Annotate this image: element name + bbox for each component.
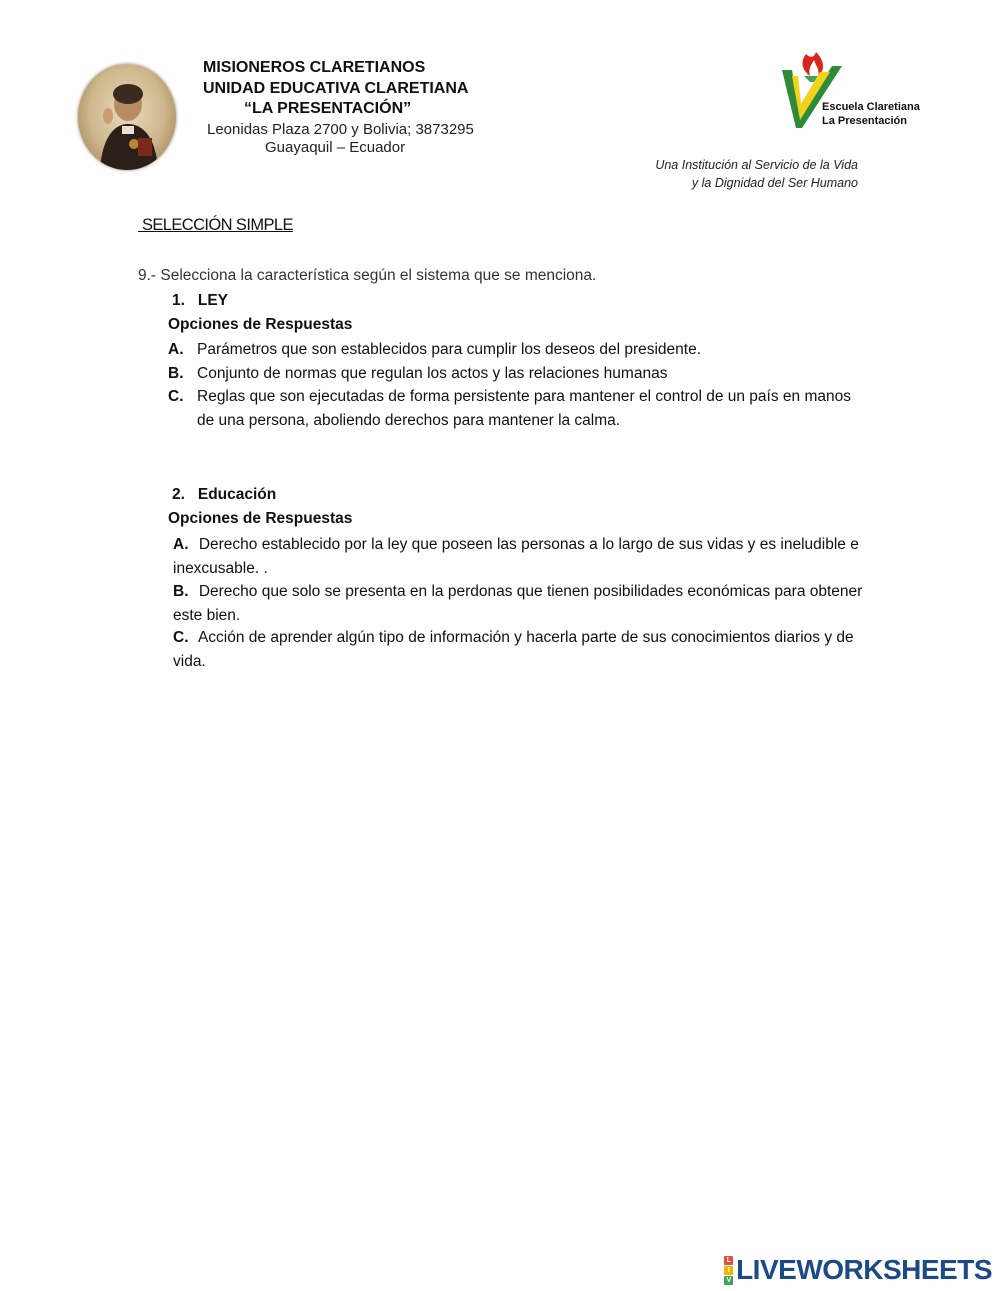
address-line1: Leonidas Plaza 2700 y Bolivia; 3873295 [207,121,474,138]
founder-portrait [78,64,176,170]
motto-line1: Una Institución al Servicio de la Vida [655,158,858,172]
option-b[interactable] [173,580,873,628]
brand-mark-letter: I [724,1266,733,1275]
option-text: Derecho que solo se presenta en la perdonas que tienen posibilidades económicas para obtener este bien. [173,583,863,624]
question-1-title [172,292,228,310]
option-letter: C. [173,629,189,646]
option-a[interactable] [168,338,868,362]
section-title-text: SELECCIÓN SIMPLE [141,216,293,234]
option-letter: A. [168,341,184,358]
option-letter: C. [168,388,184,405]
option-c[interactable] [173,626,873,674]
address-line2: Guayaquil – Ecuador [265,139,406,156]
motto-line2: y la Dignidad del Ser Humano [691,176,858,190]
question-number: 1. [172,292,185,309]
option-text: Parámetros que son establecidos para cumplir los deseos del presidente. [197,341,702,358]
question-2-title [172,486,276,504]
options-heading: Opciones de Respuestas [168,316,353,333]
org-name-line1: MISIONEROS CLARETIANOS [203,59,426,76]
options-heading: Opciones de Respuestas [168,510,353,527]
question-number: 2. [172,486,185,503]
liveworksheets-logo-icon [724,1256,733,1285]
option-text: Derecho establecido por la ley que poseen las personas a lo largo de sus vidas y es ineludible e inexcusable. . [173,536,859,577]
option-text: Reglas que son ejecutadas de forma persistente para mantener el control de un país en manos de una persona, aboliendo derechos para mantener la calma. [197,388,851,429]
option-c[interactable] [168,385,868,433]
option-letter: B. [168,365,184,382]
logo-text-line1: Escuela Claretiana [822,101,920,113]
question-title-text: Educación [197,486,277,503]
question-title-text: LEY [197,292,229,309]
org-name-line3: “LA PRESENTACIÓN” [244,100,412,117]
option-b[interactable] [168,362,868,386]
option-a[interactable] [173,533,873,581]
option-letter: A. [173,536,189,553]
option-letter: B. [173,583,189,600]
option-text: Acción de aprender algún tipo de información y hacerla parte de sus conocimientos diarios y de vida. [173,629,854,670]
section-title [138,216,293,235]
brand-mark-letter: V [724,1276,733,1285]
liveworksheets-brand[interactable] [724,1254,992,1286]
logo-text-line2: La Presentación [822,115,907,127]
school-logo [780,48,920,134]
org-name-line2: UNIDAD EDUCATIVA CLARETIANA [203,80,469,97]
brand-text: LIVEWORKSHEETS [736,1254,992,1285]
founder-portrait-illustration [78,64,176,170]
option-text: Conjunto de normas que regulan los actos y las relaciones humanas [197,365,668,382]
brand-mark-letter: L [724,1256,733,1265]
instruction: 9.- Selecciona la característica según el sistema que se menciona. [138,267,597,284]
